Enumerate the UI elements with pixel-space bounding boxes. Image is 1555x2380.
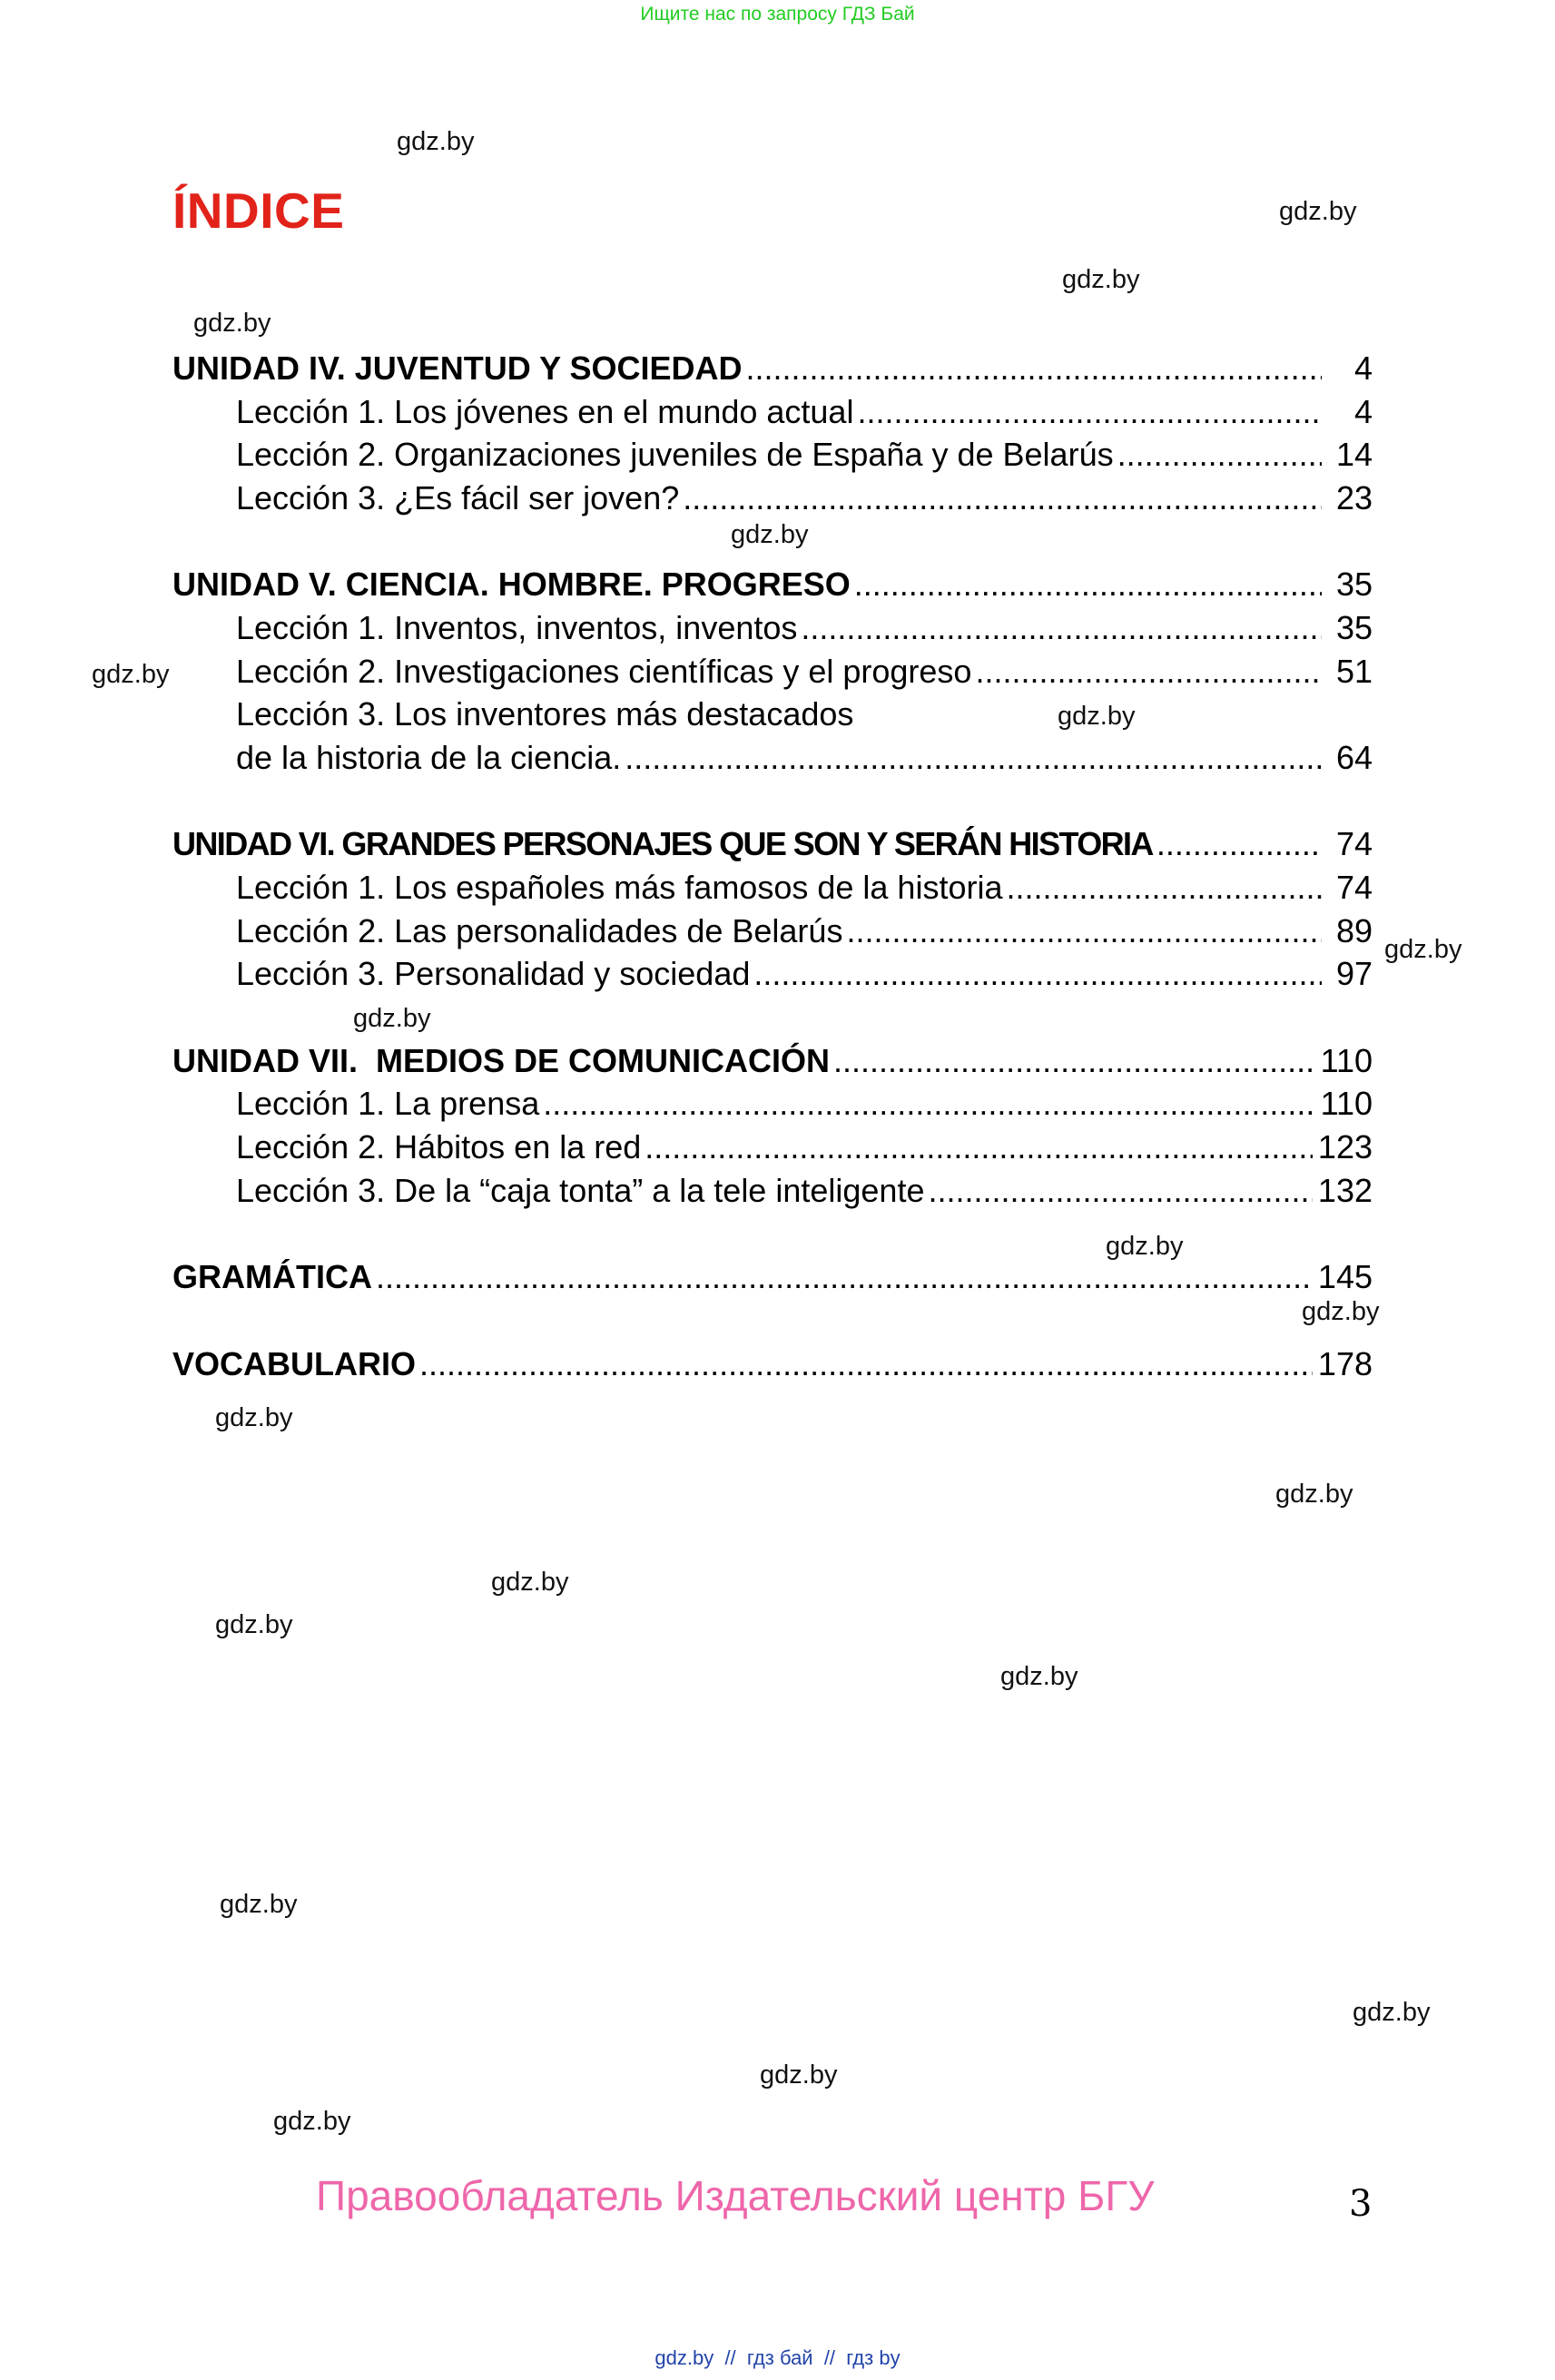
toc-lesson[interactable] xyxy=(172,390,1373,434)
watermark: gdz.by xyxy=(1384,935,1462,964)
toc-label: UNIDAD IV. JUVENTUD Y SOCIEDAD xyxy=(172,349,743,387)
toc-unit[interactable] xyxy=(172,347,1373,390)
toc-lesson-continued[interactable] xyxy=(172,736,1373,780)
watermark: gdz.by xyxy=(215,1610,293,1639)
toc-label: Lección 3. De la “caja tonta” a la tele inteligente xyxy=(236,1171,925,1209)
watermark: gdz.by xyxy=(220,1890,298,1919)
toc-page: 51 xyxy=(1335,652,1373,690)
watermark: gdz.by xyxy=(1106,1232,1184,1261)
toc-lesson[interactable] xyxy=(172,650,1373,693)
watermark: gdz.by xyxy=(215,1403,293,1432)
spacer xyxy=(172,1212,1373,1255)
leader-dots xyxy=(745,347,1322,390)
leader-dots xyxy=(543,1082,1314,1126)
toc-label: Lección 2. Investigaciones científicas y el progreso xyxy=(236,652,972,690)
toc-lesson[interactable] xyxy=(172,1126,1373,1169)
toc-lesson[interactable] xyxy=(172,910,1373,953)
watermark: gdz.by xyxy=(491,1568,569,1597)
toc-label: de la historia de la ciencia. xyxy=(236,738,622,776)
leader-dots xyxy=(753,952,1322,996)
toc-page: 110 xyxy=(1320,1041,1373,1079)
bottom-links[interactable]: gdz.by // гдз бай // гдз by xyxy=(654,2346,901,2369)
watermark: gdz.by xyxy=(1058,702,1136,731)
toc-lesson[interactable] xyxy=(172,866,1373,910)
watermark: gdz.by xyxy=(273,2107,351,2136)
toc-page: 145 xyxy=(1317,1258,1373,1296)
toc-page: 14 xyxy=(1335,436,1373,474)
toc-label: Lección 1. La prensa xyxy=(236,1085,540,1123)
leader-dots xyxy=(645,1126,1313,1169)
watermark: gdz.by xyxy=(1279,197,1357,226)
toc-unit[interactable] xyxy=(172,1039,1373,1083)
toc-unit[interactable] xyxy=(172,822,1373,866)
toc-label: Lección 2. Organizaciones juveniles de España y de Belarús xyxy=(236,436,1114,474)
leader-dots xyxy=(376,1255,1313,1299)
leader-dots xyxy=(683,477,1322,520)
table-of-contents xyxy=(172,347,1373,1385)
toc-label: Lección 3. ¿Es fácil ser joven? xyxy=(236,478,680,516)
toc-lesson[interactable] xyxy=(172,433,1373,477)
toc-unit[interactable] xyxy=(172,563,1373,606)
toc-page: 132 xyxy=(1317,1171,1373,1209)
watermark: gdz.by xyxy=(353,1004,431,1033)
toc-page: 110 xyxy=(1320,1085,1373,1123)
leader-dots xyxy=(419,1342,1313,1386)
toc-lesson[interactable] xyxy=(172,1169,1373,1213)
toc-page: 89 xyxy=(1335,911,1373,949)
leader-dots xyxy=(833,1039,1315,1083)
toc-page: 4 xyxy=(1353,349,1373,387)
toc-lesson[interactable] xyxy=(172,1082,1373,1126)
leader-dots xyxy=(1156,822,1322,866)
leader-dots xyxy=(928,1169,1312,1213)
watermark: gdz.by xyxy=(1062,265,1140,294)
toc-label: VOCABULARIO xyxy=(172,1344,416,1382)
watermark: gdz.by xyxy=(1000,1662,1078,1691)
toc-label: Lección 1. Inventos, inventos, inventos xyxy=(236,608,798,646)
watermark: gdz.by xyxy=(1275,1480,1353,1509)
toc-lesson[interactable] xyxy=(172,693,1373,736)
leader-dots xyxy=(1117,433,1322,477)
toc-label: UNIDAD VI. GRANDES PERSONAJES QUE SON Y SERÁN HISTORIA xyxy=(172,825,1153,863)
toc-page: 35 xyxy=(1335,608,1373,646)
page-title: ÍNDICE xyxy=(172,182,345,239)
leader-dots xyxy=(846,910,1322,953)
toc-page: 4 xyxy=(1353,392,1373,430)
top-banner[interactable]: Ищите нас по запросу ГДЗ Бай xyxy=(640,4,915,25)
toc-lesson[interactable] xyxy=(172,606,1373,650)
watermark: gdz.by xyxy=(760,2060,838,2090)
leader-dots xyxy=(1006,866,1322,910)
leader-dots xyxy=(625,736,1322,780)
toc-label: Lección 1. Los jóvenes en el mundo actual xyxy=(236,392,854,430)
toc-label: Lección 3. Personalidad y sociedad xyxy=(236,955,751,993)
toc-label: Lección 2. Las personalidades de Belarús xyxy=(236,911,843,949)
page-number: 3 xyxy=(1349,2183,1373,2225)
copyright-holder: Правообладатель Издательский центр БГУ xyxy=(316,2172,1155,2219)
toc-page: 74 xyxy=(1335,825,1373,863)
spacer xyxy=(172,996,1373,1039)
leader-dots xyxy=(801,606,1322,650)
toc-label: UNIDAD VII. MEDIOS DE COMUNICACIÓN xyxy=(172,1041,831,1079)
toc-page: 74 xyxy=(1335,868,1373,906)
toc-page: 64 xyxy=(1335,738,1373,776)
leader-dots xyxy=(854,563,1322,606)
toc-lesson[interactable] xyxy=(172,952,1373,996)
watermark: gdz.by xyxy=(1353,1998,1431,2027)
toc-lesson[interactable] xyxy=(172,477,1373,520)
spacer xyxy=(172,519,1373,563)
leader-dots xyxy=(975,650,1322,693)
toc-page: 123 xyxy=(1317,1127,1373,1165)
toc-page: 35 xyxy=(1335,565,1373,604)
toc-unit[interactable] xyxy=(172,1255,1373,1299)
toc-page: 23 xyxy=(1335,478,1373,516)
spacer xyxy=(172,1299,1373,1342)
leader-dots xyxy=(857,390,1322,434)
toc-label: Lección 3. Los inventores más destacados xyxy=(236,695,854,733)
watermark: gdz.by xyxy=(193,309,271,338)
toc-unit[interactable] xyxy=(172,1342,1373,1386)
spacer xyxy=(172,779,1373,822)
toc-label: Lección 1. Los españoles más famosos de la historia xyxy=(236,868,1003,906)
toc-label: GRAMÁTICA xyxy=(172,1258,372,1296)
watermark: gdz.by xyxy=(731,520,809,549)
toc-label: UNIDAD V. CIENCIA. HOMBRE. PROGRESO xyxy=(172,565,851,604)
toc-label: Lección 2. Hábitos en la red xyxy=(236,1127,642,1165)
toc-page: 97 xyxy=(1335,955,1373,993)
watermark: gdz.by xyxy=(1302,1297,1380,1326)
watermark: gdz.by xyxy=(397,127,475,156)
toc-page: 178 xyxy=(1317,1344,1373,1382)
watermark: gdz.by xyxy=(92,660,170,689)
